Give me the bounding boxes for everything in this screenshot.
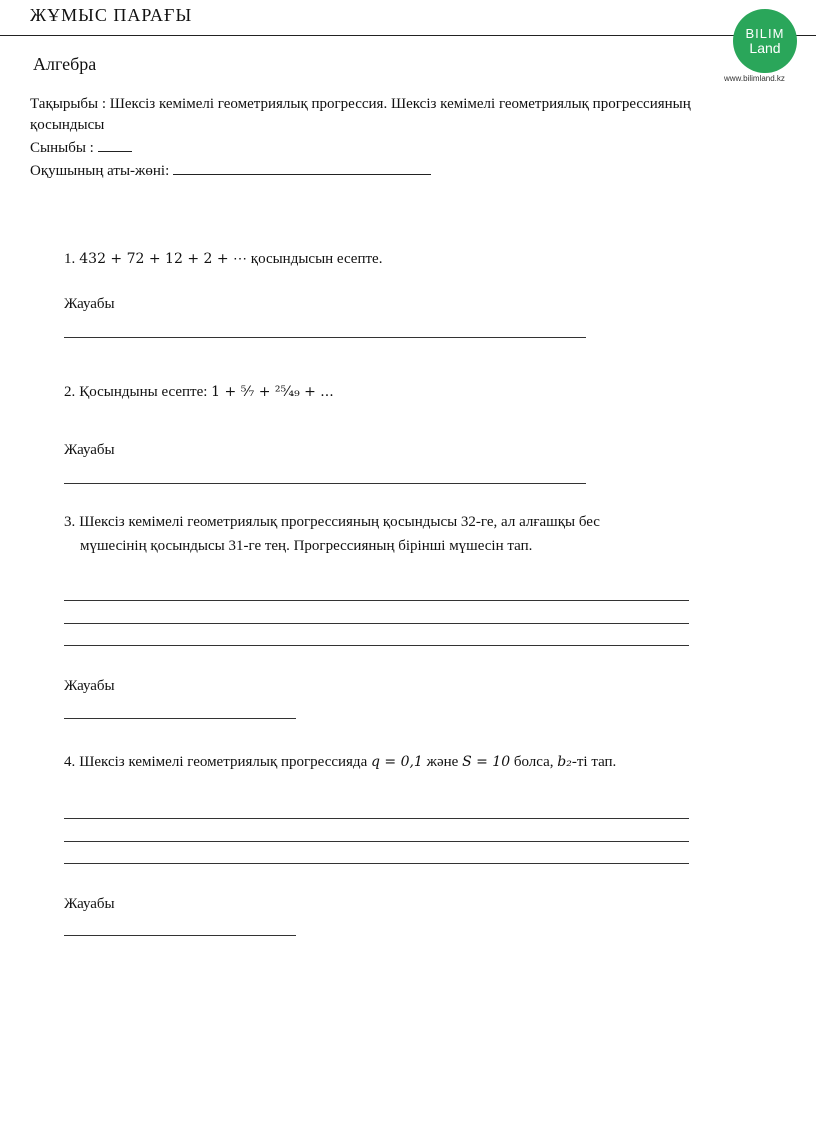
- answer-label: Жауабы: [64, 896, 115, 912]
- work-line[interactable]: [64, 645, 689, 646]
- task-math-b2: b₂: [557, 754, 572, 770]
- task-text: қосындысын есепте.: [247, 251, 383, 267]
- logo-text-line2: Land: [749, 40, 781, 56]
- task-text: және: [422, 754, 463, 770]
- work-line[interactable]: [64, 841, 689, 842]
- task-number: 1.: [64, 251, 76, 267]
- task-text: Шексіз кемімелі геометриялық прогрессияда: [79, 754, 371, 770]
- bilimland-logo: [733, 9, 797, 73]
- subject-title: Алгебра: [33, 54, 97, 74]
- work-line[interactable]: [64, 600, 689, 601]
- topic-line: Тақырыбы : Шексіз кемімелі геометриялық прогрессия. Шексіз кемімелі геометриялық прогрессияның қосындысы: [30, 96, 691, 133]
- answer-line[interactable]: [64, 935, 296, 936]
- logo-url: www.bilimland.kz: [724, 74, 785, 83]
- student-label: Оқушының аты-жөні:: [30, 163, 170, 179]
- answer-line[interactable]: [64, 483, 586, 484]
- task-math: 1 + ⁵⁄₇ + ²⁵⁄₄₉ + ...: [211, 384, 334, 400]
- task-3: [64, 511, 694, 534]
- grade-label: Сыныбы :: [30, 140, 94, 156]
- header-divider: [0, 35, 735, 36]
- answer-label: Жауабы: [64, 442, 115, 458]
- work-line[interactable]: [64, 863, 689, 864]
- task-number: 2.: [64, 384, 76, 400]
- answer-label: Жауабы: [64, 678, 115, 694]
- work-line[interactable]: [64, 818, 689, 819]
- answer-line[interactable]: [64, 718, 296, 719]
- task-text: Шексіз кемімелі геометриялық прогрессияның қосындысы 32-ге, ал алғашқы бес: [79, 514, 600, 530]
- task-3-continuation: мүшесінің қосындысы 31-ге тең. Прогрессияның бірінші мүшесін тап.: [80, 538, 533, 554]
- worksheet-title: ЖҰМЫС ПАРАҒЫ: [30, 5, 193, 25]
- logo-text-line1: BILIM: [745, 26, 785, 41]
- work-line[interactable]: [64, 623, 689, 624]
- answer-label: Жауабы: [64, 296, 115, 312]
- task-4: [64, 751, 724, 774]
- task-math-q: q = 0,1: [370, 754, 423, 770]
- task-number: 4.: [64, 754, 76, 770]
- task-math-s: S = 10: [462, 754, 511, 770]
- task-1: [64, 248, 694, 271]
- task-text: болса,: [510, 754, 558, 770]
- task-math: 432 + 72 + 12 + 2 + ⋯: [79, 251, 248, 267]
- task-2: [64, 381, 694, 404]
- header-divider-right: [796, 35, 816, 36]
- student-line: [30, 160, 431, 182]
- grade-blank[interactable]: [98, 137, 132, 152]
- task-text: -ті тап.: [571, 754, 617, 770]
- task-text: Қосындыны есепте:: [79, 384, 212, 400]
- answer-line[interactable]: [64, 337, 586, 338]
- student-name-blank[interactable]: [173, 160, 431, 175]
- task-number: 3.: [64, 514, 76, 530]
- grade-line: [30, 137, 132, 159]
